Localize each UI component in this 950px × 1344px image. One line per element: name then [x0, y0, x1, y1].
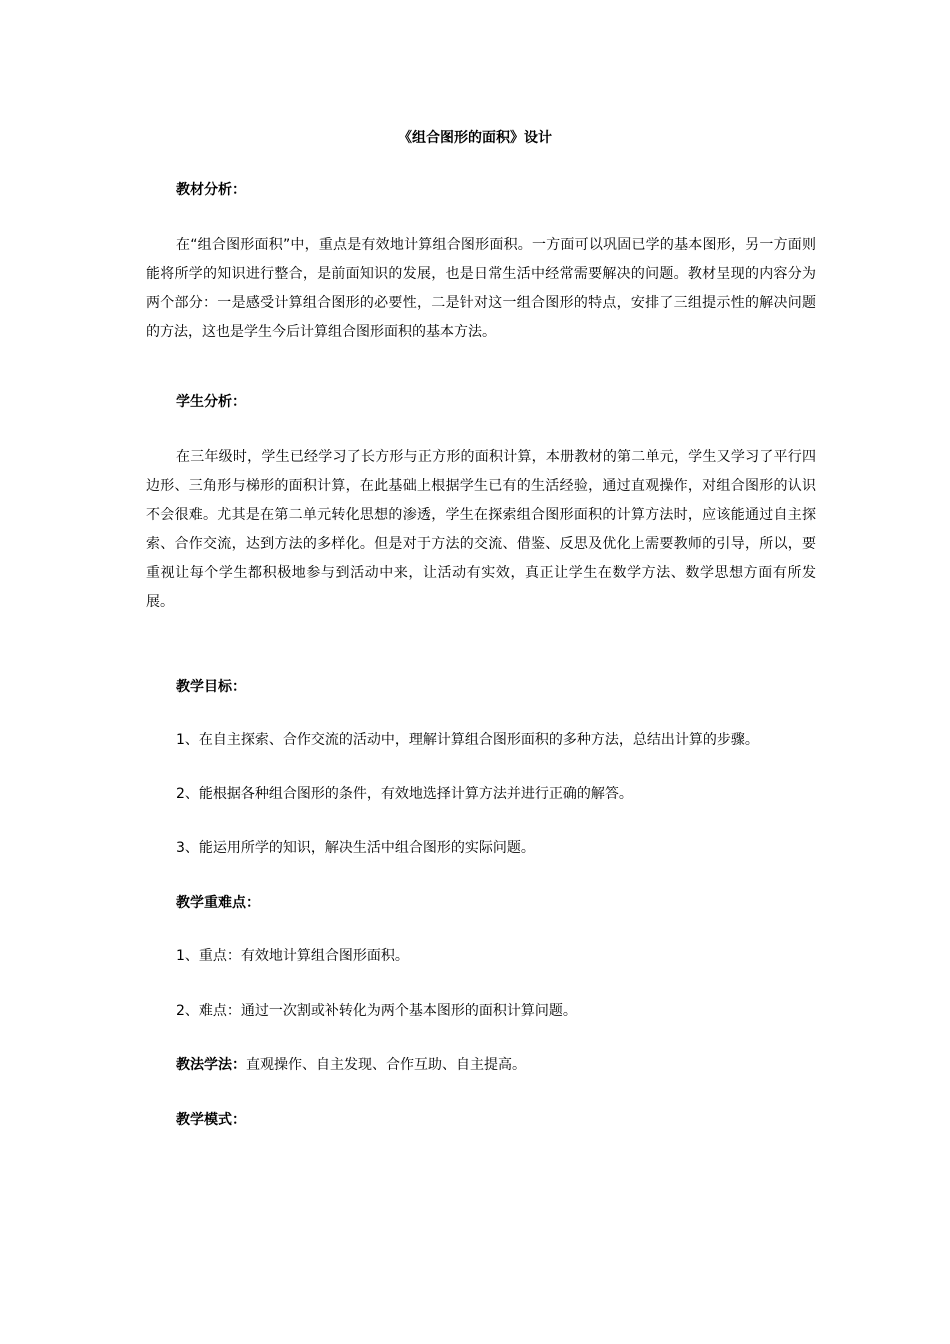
teaching-methods-label: 教法学法： [176, 1057, 246, 1073]
keypoint-item-2: 2、难点：通过一次割或补转化为两个基本图形的面积计算问题。 [176, 1003, 577, 1019]
teaching-methods-line [176, 1055, 836, 1075]
keypoint-item-1: 1、重点：有效地计算组合图形面积。 [176, 948, 409, 964]
heading-student-analysis: 学生分析： [176, 394, 246, 410]
goal-item-1: 1、在自主探索、合作交流的活动中，理解计算组合图形面积的多种方法，总结出计算的步骤。 [176, 732, 759, 748]
heading-teaching-goals: 教学目标： [176, 679, 246, 695]
goal-item-2: 2、能根据各种组合图形的条件，有效地选择计算方法并进行正确的解答。 [176, 786, 633, 802]
document-title: 《组合图形的面积》设计 [398, 130, 552, 146]
teaching-methods-text: 直观操作、自主发现、合作互助、自主提高。 [246, 1057, 526, 1073]
heading-key-points: 教学重难点： [176, 895, 260, 911]
heading-material-analysis: 教材分析： [176, 182, 246, 198]
goal-item-3: 3、能运用所学的知识，解决生活中组合图形的实际问题。 [176, 840, 535, 856]
heading-teaching-mode: 教学模式： [176, 1112, 246, 1128]
paragraph-student-analysis: 在三年级时，学生已经学习了长方形与正方形的面积计算，本册教材的第二单元，学生又学习了平行四边形、三角形与梯形的面积计算，在此基础上根据学生已有的生活经验，通过直观操作，对组合图形的认识不会很难。尤其是在第二单元转化思想的渗透，学生在探索组合图形面积的计算方法时，应该能通过自主探索、合作交流，达到方法的多样化。但是对于方法的交流、借鉴、反思及优化上需要教师的引导，所以，要重视让每个学生都积极地参与到活动中来，让活动有实效，真正让学生在数学方法、数学思想方面有所发展。 [146, 449, 816, 610]
paragraph-material-analysis: 在“组合图形面积”中，重点是有效地计算组合图形面积。一方面可以巩固已学的基本图形，另一方面则能将所学的知识进行整合，是前面知识的发展，也是日常生活中经常需要解决的问题。教材呈现的内容分为两个部分：一是感受计算组合图形的必要性，二是针对这一组合图形的特点，安排了三组提示性的解决问题的方法，这也是学生今后计算组合图形面积的基本方法。 [146, 237, 816, 340]
